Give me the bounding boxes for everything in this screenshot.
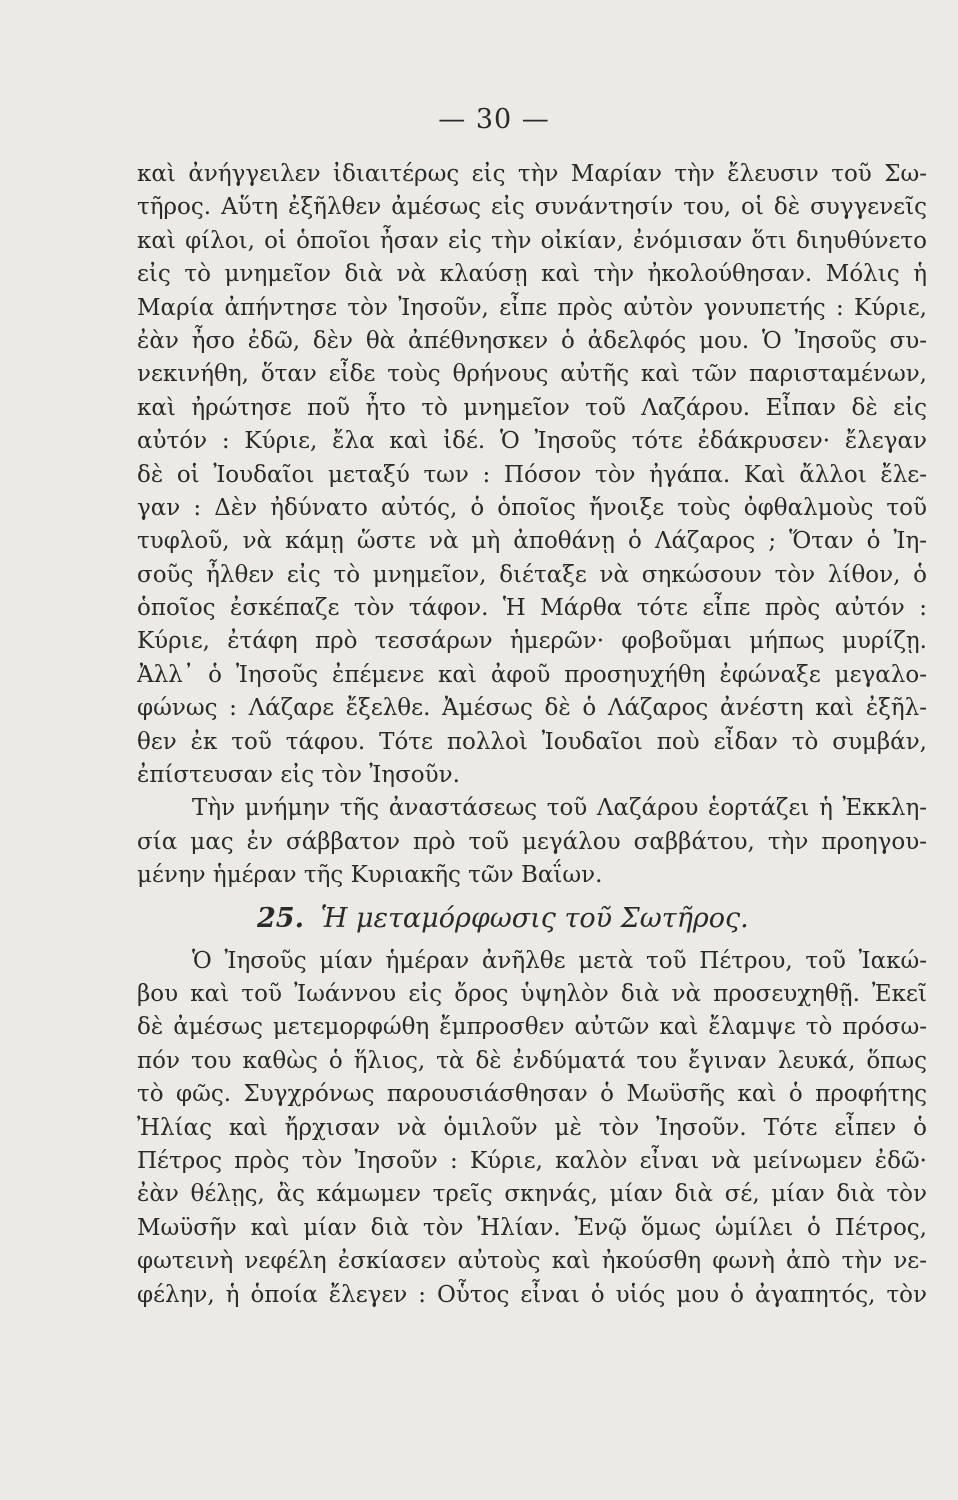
text-line: φέλην, ἡ ὁποία ἔλεγεν : Οὗτος εἶναι ὁ υἱός μου ὁ ἀγαπητός, τὸν (137, 1281, 927, 1308)
page-number: — 30 — (438, 104, 550, 135)
body-text (137, 158, 927, 1312)
text-line: τῆρος. Αὕτη ἐξῆλθεν ἀμέσως εἰς συνάντησίν του, οἱ δὲ συγγενεῖς (137, 194, 927, 221)
text-line: Μαρία ἀπήντησε τὸν Ἰησοῦν, εἶπε πρὸς αὐτὸν γονυπετής : Κύριε, (137, 294, 927, 321)
text-line: τὸ φῶς. Συγχρόνως παρουσιάσθησαν ὁ Μωϋσῆς καὶ ὁ προφήτης (137, 1081, 927, 1108)
text-line: Πέτρος πρὸς τὸν Ἰησοῦν : Κύριε, καλὸν εἶναι νὰ μείνωμεν ἐδῶ· (137, 1147, 927, 1174)
paragraph-commemoration (137, 792, 927, 892)
text-line: καὶ φίλοι, οἱ ὁποῖοι ἦσαν εἰς τὴν οἰκίαν, ἐνόμισαν ὅτι διηυθύνετο (137, 227, 927, 254)
text-line: ἐπίστευσαν εἰς τὸν Ἰησοῦν. (137, 762, 460, 789)
text-line: Τὴν μνήμην τῆς ἀναστάσεως τοῦ Λαζάρου ἑορτάζει ἡ Ἐκκλη- (192, 795, 927, 822)
text-line: Ἀλλ᾽ ὁ Ἰησοῦς ἐπέμενε καὶ ἀφοῦ προσηυχήθη ἐφώναξε μεγαλο- (137, 661, 927, 688)
text-line: βου καὶ τοῦ Ἰωάννου εἰς ὄρος ὑψηλὸν διὰ νὰ προσευχηθῇ. Ἐκεῖ (137, 980, 927, 1007)
text-line: ὁποῖος ἐσκέπαζε τὸν τάφον. Ἡ Μάρθα τότε εἶπε πρὸς αὐτόν : (137, 595, 927, 622)
text-line: ἐὰν θέλῃς, ἂς κάμωμεν τρεῖς σκηνάς, μίαν διὰ σέ, μίαν διὰ τὸν (137, 1181, 927, 1208)
text-line: Ὁ Ἰησοῦς μίαν ἡμέραν ἀνῆλθε μετὰ τοῦ Πέτρου, τοῦ Ἰακώ- (192, 947, 927, 974)
text-line: Ἠλίας καὶ ἤρχισαν νὰ ὁμιλοῦν μὲ τὸν Ἰησοῦν. Τότε εἶπεν ὁ (137, 1114, 927, 1141)
section-number: 25. (257, 902, 304, 934)
paragraph-lazarus (137, 158, 927, 792)
text-line: Κύριε, ἐτάφη πρὸ τεσσάρων ἡμερῶν· φοβοῦμαι μήπως μυρίζῃ. (137, 628, 927, 655)
text-line: ἐὰν ἦσο ἐδῶ, δὲν θὰ ἀπέθνησκεν ὁ ἀδελφός μου. Ὁ Ἰησοῦς συ- (137, 327, 927, 354)
text-line: δὲ ἀμέσως μετεμορφώθη ἔμπροσθεν αὐτῶν καὶ ἔλαμψε τὸ πρόσω- (137, 1014, 927, 1041)
text-line: τυφλοῦ, νὰ κάμῃ ὥστε νὰ μὴ ἀποθάνῃ ὁ Λάζαρος ; Ὅταν ὁ Ἰη- (137, 528, 927, 555)
text-line: σία μας ἐν σάββατον πρὸ τοῦ μεγάλου σαββάτου, τὴν προηγου- (137, 828, 927, 855)
text-line: καὶ ἠρώτησε ποῦ ἦτο τὸ μνημεῖον τοῦ Λαζάρου. Εἶπαν δὲ εἰς (137, 394, 927, 421)
text-line: καὶ ἀνήγγειλεν ἰδιαιτέρως εἰς τὴν Μαρίαν τὴν ἔλευσιν τοῦ Σω- (137, 161, 927, 187)
text-line: σοῦς ἦλθεν εἰς τὸ μνημεῖον, διέταξε νὰ σηκώσουν τὸν λίθον, ὁ (137, 561, 927, 588)
text-line: μένην ἡμέραν τῆς Κυριακῆς τῶν Βαΐων. (137, 862, 603, 889)
text-line: Μωϋσῆν καὶ μίαν διὰ τὸν Ἠλίαν. Ἐνῷ ὅμως ὡμίλει ὁ Πέτρος, (137, 1214, 927, 1241)
text-line: φώνως : Λάζαρε ἔξελθε. Ἀμέσως δὲ ὁ Λάζαρος ἀνέστη καὶ ἐξῆλ- (137, 695, 927, 722)
text-line: θεν ἐκ τοῦ τάφου. Τότε πολλοὶ Ἰουδαῖοι ποὺ εἶδαν τὸ συμβάν, (137, 728, 927, 755)
text-line: φωτεινὴ νεφέλη ἐσκίασεν αὐτοὺς καὶ ἠκούσθη φωνὴ ἀπὸ τὴν νε- (137, 1248, 927, 1275)
text-line: εἰς τὸ μνημεῖον διὰ νὰ κλαύσῃ καὶ τὴν ἠκολούθησαν. Μόλις ἡ (137, 261, 927, 288)
section-heading (137, 893, 927, 945)
text-line: αὐτόν : Κύριε, ἔλα καὶ ἰδέ. Ὁ Ἰησοῦς τότε ἐδάκρυσεν· ἔλεγαν (137, 428, 927, 455)
paragraph-transfiguration (137, 945, 927, 1312)
section-title: Ἡ μεταμόρφωσις τοῦ Σωτῆρος. (320, 902, 749, 934)
text-line: γαν : Δὲν ἠδύνατο αὐτός, ὁ ὁποῖος ἤνοιξε τοὺς ὀφθαλμοὺς τοῦ (137, 494, 927, 521)
text-line: πόν του καθὼς ὁ ἥλιος, τὰ δὲ ἐνδύματά του ἔγιναν λευκά, ὅπως (137, 1047, 927, 1074)
text-line: δὲ οἱ Ἰουδαῖοι μεταξύ των : Πόσον τὸν ἠγάπα. Καὶ ἄλλοι ἔλε- (137, 461, 927, 488)
text-line: νεκινήθη, ὅταν εἶδε τοὺς θρήνους αὐτῆς καὶ τῶν παρισταμένων, (137, 361, 927, 388)
